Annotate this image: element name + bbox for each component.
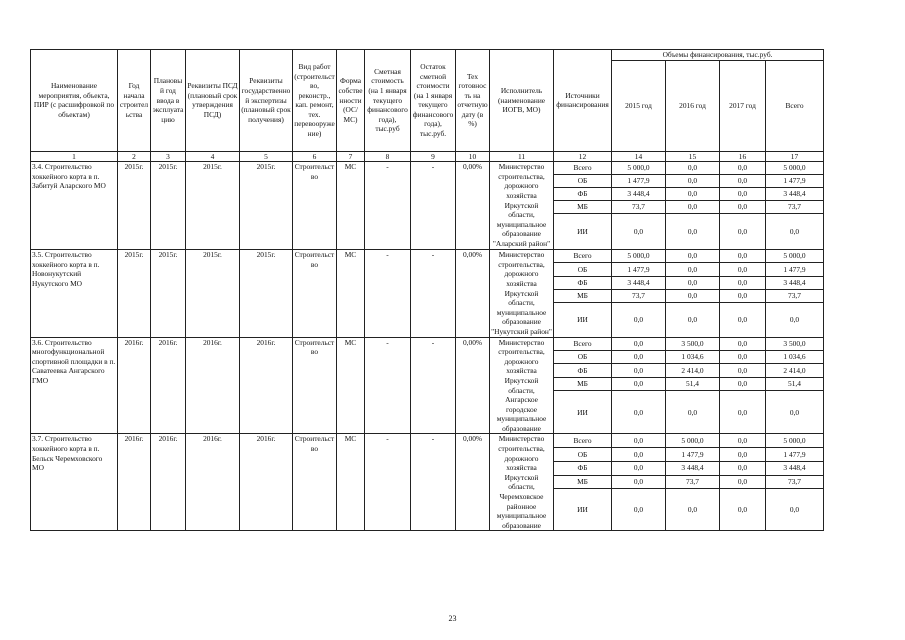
funding-total: 0,0 xyxy=(766,214,824,250)
column-number: 6 xyxy=(293,151,337,162)
funding-total: 1 477,9 xyxy=(766,448,824,462)
year-commission: 2016г. xyxy=(151,434,186,531)
funding-2016: 0,0 xyxy=(666,263,720,276)
funding-source: ФБ xyxy=(554,276,612,289)
funding-total: 3 448,4 xyxy=(766,461,824,475)
funding-2017: 0,0 xyxy=(720,175,766,188)
funding-2016: 1 034,6 xyxy=(666,350,720,363)
funding-total: 5 000,0 xyxy=(766,162,824,175)
header-readiness: Тех готовность на отчетную дату (в %) xyxy=(456,50,490,152)
column-number: 17 xyxy=(766,151,824,162)
executor: Министерство строительства, дорожного хозяйства Иркутской области, муниципальное образование "Нукутский район" xyxy=(491,250,552,336)
header-2016: 2016 год xyxy=(666,60,720,151)
funding-2015: 73,7 xyxy=(612,201,666,214)
funding-2015: 0,0 xyxy=(612,489,666,531)
psd-requisites: 2015г. xyxy=(186,250,240,337)
funding-2017: 0,0 xyxy=(720,188,766,201)
object-name: 3.6. Строительство многофункциональной спортивной площадки в п. Саватеевка Ангарского ГМО xyxy=(31,337,118,434)
funding-total: 3 448,4 xyxy=(766,188,824,201)
funding-2016: 0,0 xyxy=(666,303,720,338)
year-start: 2016г. xyxy=(118,434,151,531)
executor: Министерство строительства, дорожного хозяйства Иркутской области, муниципальное образование "Аларский район" xyxy=(490,162,554,250)
funding-2015: 0,0 xyxy=(612,214,666,250)
expertise-requisites: 2015г. xyxy=(240,250,293,337)
header-2017: 2017 год xyxy=(720,60,766,151)
funding-2015: 0,0 xyxy=(612,350,666,363)
funding-2016: 0,0 xyxy=(666,162,720,175)
funding-2015: 1 477,9 xyxy=(612,263,666,276)
funding-2015: 1 477,9 xyxy=(612,175,666,188)
estimated-cost: - xyxy=(365,250,411,337)
work-type: Строительство xyxy=(293,162,337,250)
funding-2015: 0,0 xyxy=(612,377,666,390)
remaining-cost: - xyxy=(411,162,456,250)
readiness: 0,00% xyxy=(456,250,490,337)
funding-2016: 0,0 xyxy=(666,214,720,250)
funding-2016: 51,4 xyxy=(666,377,720,390)
funding-2015: 0,0 xyxy=(612,364,666,377)
funding-source: МБ xyxy=(554,475,612,489)
executor: Министерство строительства, дорожного хозяйства Иркутской области, Черемховское районное муниципальное образование xyxy=(490,434,554,531)
estimated-cost: - xyxy=(365,337,411,434)
funding-source: ОБ xyxy=(554,350,612,363)
funding-2016: 5 000,0 xyxy=(666,434,720,448)
column-number: 3 xyxy=(151,151,186,162)
header-name: Наименование мероприятия, объекта, ПИР (с расшифровкой по объектам) xyxy=(31,50,118,152)
funding-source: МБ xyxy=(554,377,612,390)
column-number: 1 xyxy=(31,151,118,162)
funding-2015: 5 000,0 xyxy=(612,162,666,175)
funding-total: 0,0 xyxy=(766,391,824,434)
column-number: 11 xyxy=(490,151,554,162)
funding-total: 51,4 xyxy=(766,377,824,390)
funding-2017: 0,0 xyxy=(720,162,766,175)
funding-2016: 3 500,0 xyxy=(666,337,720,350)
funding-source: ОБ xyxy=(554,448,612,462)
estimated-cost: - xyxy=(365,434,411,531)
funding-2016: 0,0 xyxy=(666,188,720,201)
table-row xyxy=(31,250,824,263)
column-number: 5 xyxy=(240,151,293,162)
funding-2016: 0,0 xyxy=(666,276,720,289)
header-executor: Исполнитель (наименование ИОГВ, МО) xyxy=(490,50,554,152)
funding-2017: 0,0 xyxy=(720,448,766,462)
funding-2016: 1 477,9 xyxy=(666,448,720,462)
ownership: МС xyxy=(337,434,365,531)
funding-total: 3 448,4 xyxy=(766,276,824,289)
funding-source: ИИ xyxy=(554,391,612,434)
funding-2015: 73,7 xyxy=(612,289,666,302)
funding-total: 0,0 xyxy=(766,303,824,338)
work-type: Строительство xyxy=(293,250,337,337)
funding-2015: 3 448,4 xyxy=(612,276,666,289)
funding-total: 1 477,9 xyxy=(766,263,824,276)
funding-2017: 0,0 xyxy=(720,350,766,363)
header-psd-requisites: Реквизиты ПСД (плановый срок утверждения ПСД) xyxy=(186,50,240,152)
column-number: 16 xyxy=(720,151,766,162)
funding-source: ОБ xyxy=(554,175,612,188)
readiness: 0,00% xyxy=(456,337,490,434)
ownership: МС xyxy=(337,250,365,337)
psd-requisites: 2015г. xyxy=(186,162,240,250)
funding-2017: 0,0 xyxy=(720,214,766,250)
work-type: Строительство xyxy=(293,337,337,434)
funding-total: 1 477,9 xyxy=(766,175,824,188)
column-number: 15 xyxy=(666,151,720,162)
funding-source: МБ xyxy=(554,289,612,302)
funding-2015: 0,0 xyxy=(612,448,666,462)
table-row xyxy=(31,162,824,175)
object-name: 3.7. Строительство хоккейного корта в п. Бельск Черемховского МО xyxy=(31,434,118,531)
funding-total: 73,7 xyxy=(766,201,824,214)
funding-2016: 3 448,4 xyxy=(666,461,720,475)
header-ownership: Форма собственности (ОС/МС) xyxy=(337,50,365,152)
funding-2017: 0,0 xyxy=(720,377,766,390)
funding-2017: 0,0 xyxy=(720,461,766,475)
financing-table xyxy=(30,49,824,531)
funding-source: ФБ xyxy=(554,461,612,475)
ownership: МС xyxy=(337,337,365,434)
expertise-requisites: 2015г. xyxy=(240,162,293,250)
funding-2016: 73,7 xyxy=(666,475,720,489)
column-number: 14 xyxy=(612,151,666,162)
funding-2017: 0,0 xyxy=(720,263,766,276)
funding-2017: 0,0 xyxy=(720,475,766,489)
year-start: 2015г. xyxy=(118,250,151,337)
executor: Министерство строительства, дорожного хозяйства Иркутской области, Ангарское городское муниципальное образование xyxy=(490,337,554,434)
funding-2015: 0,0 xyxy=(612,475,666,489)
column-number: 9 xyxy=(411,151,456,162)
funding-total: 5 000,0 xyxy=(766,250,824,263)
funding-source: ОБ xyxy=(554,263,612,276)
ownership: МС xyxy=(337,162,365,250)
year-start: 2016г. xyxy=(118,337,151,434)
funding-total: 73,7 xyxy=(766,475,824,489)
table-row xyxy=(31,434,824,448)
expertise-requisites: 2016г. xyxy=(240,337,293,434)
column-number: 8 xyxy=(365,151,411,162)
column-number: 10 xyxy=(456,151,490,162)
funding-2015: 0,0 xyxy=(612,461,666,475)
funding-2016: 0,0 xyxy=(666,250,720,263)
funding-2016: 0,0 xyxy=(666,289,720,302)
funding-2017: 0,0 xyxy=(720,391,766,434)
remaining-cost: - xyxy=(411,434,456,531)
funding-2017: 0,0 xyxy=(720,364,766,377)
funding-2015: 3 448,4 xyxy=(612,188,666,201)
funding-source: ИИ xyxy=(554,214,612,250)
funding-2016: 2 414,0 xyxy=(666,364,720,377)
header-funding-volumes: Объемы финансирования, тыс.руб. xyxy=(612,50,824,61)
funding-total: 3 500,0 xyxy=(766,337,824,350)
funding-total: 2 414,0 xyxy=(766,364,824,377)
header-remaining-cost: Остаток сметной стоимости (на 1 января текущего финансового года), тыс.руб. xyxy=(411,50,456,152)
funding-2015: 5 000,0 xyxy=(612,250,666,263)
funding-2017: 0,0 xyxy=(720,337,766,350)
header-funding-sources: Источники финансирования xyxy=(554,50,612,152)
funding-source: ФБ xyxy=(554,364,612,377)
column-numbers-row xyxy=(31,151,824,162)
funding-total: 73,7 xyxy=(766,289,824,302)
page-number: 23 xyxy=(448,614,457,623)
year-start: 2015г. xyxy=(118,162,151,250)
funding-2017: 0,0 xyxy=(720,250,766,263)
estimated-cost: - xyxy=(365,162,411,250)
funding-source: Всего xyxy=(554,250,612,263)
psd-requisites: 2016г. xyxy=(186,434,240,531)
table-row xyxy=(31,337,824,350)
header-year-start: Год начала строительства xyxy=(118,50,151,152)
funding-total: 0,0 xyxy=(766,489,824,531)
column-number: 7 xyxy=(337,151,365,162)
readiness: 0,00% xyxy=(456,162,490,250)
header-total: Всего xyxy=(766,60,824,151)
column-number: 2 xyxy=(118,151,151,162)
funding-source: ИИ xyxy=(554,489,612,531)
remaining-cost: - xyxy=(411,337,456,434)
psd-requisites: 2016г. xyxy=(186,337,240,434)
year-commission: 2015г. xyxy=(151,250,186,337)
funding-2016: 0,0 xyxy=(666,489,720,531)
funding-2017: 0,0 xyxy=(720,289,766,302)
funding-source: ФБ xyxy=(554,188,612,201)
funding-2016: 0,0 xyxy=(666,391,720,434)
column-number: 12 xyxy=(554,151,612,162)
header-work-type: Вид работ (строительство, реконстр., кап. ремонт, тех. перевооружение) xyxy=(293,50,337,152)
funding-source: ИИ xyxy=(554,303,612,338)
funding-2017: 0,0 xyxy=(720,303,766,338)
object-name: 3.5. Строительство хоккейного корта в п. Новонукутский Нукутского МО xyxy=(31,250,118,337)
funding-2016: 0,0 xyxy=(666,175,720,188)
funding-source: Всего xyxy=(554,434,612,448)
funding-2017: 0,0 xyxy=(720,276,766,289)
funding-2015: 0,0 xyxy=(612,434,666,448)
funding-source: Всего xyxy=(554,162,612,175)
funding-2017: 0,0 xyxy=(720,489,766,531)
funding-2017: 0,0 xyxy=(720,434,766,448)
funding-2015: 0,0 xyxy=(612,337,666,350)
table-body xyxy=(31,151,824,531)
header-expertise-requisites: Реквизиты государственной экспертизы (плановый срок получения) xyxy=(240,50,293,152)
remaining-cost: - xyxy=(411,250,456,337)
header-2015: 2015 год xyxy=(612,60,666,151)
funding-2016: 0,0 xyxy=(666,201,720,214)
header-estimated-cost: Сметная стоимость (на 1 января текущего финансового года), тыс.руб xyxy=(365,50,411,152)
work-type: Строительство xyxy=(293,434,337,531)
year-commission: 2016г. xyxy=(151,337,186,434)
header-year-commission: Плановый год ввода в эксплуатацию xyxy=(151,50,186,152)
funding-2017: 0,0 xyxy=(720,201,766,214)
funding-source: МБ xyxy=(554,201,612,214)
object-name: 3.4. Строительство хоккейного корта в п. Забитуй Аларского МО xyxy=(31,162,118,250)
funding-2015: 0,0 xyxy=(612,391,666,434)
readiness: 0,00% xyxy=(456,434,490,531)
funding-2015: 0,0 xyxy=(612,303,666,338)
expertise-requisites: 2016г. xyxy=(240,434,293,531)
funding-total: 5 000,0 xyxy=(766,434,824,448)
funding-total: 1 034,6 xyxy=(766,350,824,363)
column-number: 4 xyxy=(186,151,240,162)
year-commission: 2015г. xyxy=(151,162,186,250)
funding-source: Всего xyxy=(554,337,612,350)
